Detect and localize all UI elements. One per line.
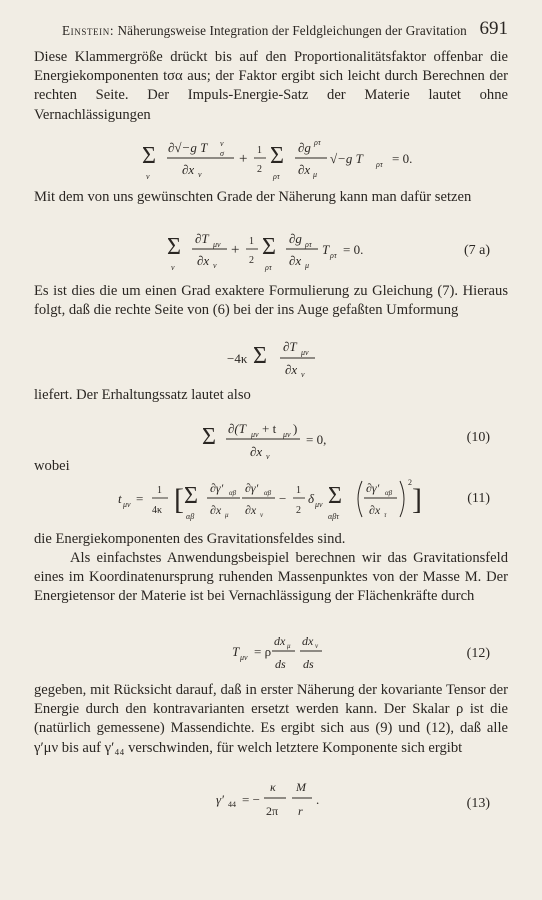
svg-text:∂x: ∂x bbox=[245, 503, 257, 517]
svg-text:−4κ: −4κ bbox=[227, 351, 248, 366]
svg-text:ν: ν bbox=[171, 263, 175, 272]
svg-text:M: M bbox=[296, 780, 306, 794]
svg-text:μν: μν bbox=[240, 653, 248, 662]
svg-text:∂x: ∂x bbox=[369, 503, 381, 517]
svg-text:4κ: 4κ bbox=[152, 505, 163, 516]
running-header bbox=[34, 18, 508, 42]
svg-text:ν: ν bbox=[260, 511, 264, 519]
svg-text:ρτ: ρτ bbox=[314, 138, 321, 147]
svg-text:= 0.: = 0. bbox=[343, 242, 364, 257]
svg-text:μ: μ bbox=[305, 261, 310, 270]
svg-text:∂T: ∂T bbox=[283, 339, 297, 354]
svg-text:+: + bbox=[239, 151, 248, 167]
equation-number-10: (10) bbox=[466, 430, 490, 445]
svg-text:μ: μ bbox=[313, 170, 318, 179]
svg-text:∂x: ∂x bbox=[298, 162, 311, 177]
svg-text:γ′: γ′ bbox=[216, 792, 224, 807]
paragraph-2: Mit dem von uns gewünschten Grade der Näherung kann man dafür setzen bbox=[34, 189, 472, 205]
svg-text:dx: dx bbox=[302, 634, 314, 648]
svg-text:Σ: Σ bbox=[262, 234, 276, 260]
svg-text:t: t bbox=[118, 491, 122, 506]
equation-number-12: (12) bbox=[466, 646, 490, 661]
svg-text:]: ] bbox=[412, 483, 422, 516]
equation-number-11: (11) bbox=[467, 491, 490, 506]
header-title: Näherungsweise Integration der Feldgleichungen der Gravitation bbox=[117, 23, 467, 38]
svg-text:Σ: Σ bbox=[328, 483, 342, 509]
equation-number-7a: (7 a) bbox=[463, 243, 490, 258]
equation-matter-law bbox=[140, 136, 440, 182]
equation-11 bbox=[116, 473, 436, 529]
svg-text:ρτ: ρτ bbox=[330, 251, 337, 260]
svg-text:∂√−g T: ∂√−g T bbox=[168, 140, 208, 155]
svg-text:dx: dx bbox=[274, 634, 286, 648]
svg-text:ν: ν bbox=[146, 172, 150, 181]
svg-text:ds: ds bbox=[303, 657, 314, 671]
svg-text:= ρ: = ρ bbox=[254, 644, 272, 659]
svg-text:αβ: αβ bbox=[385, 489, 393, 497]
svg-text:∂x: ∂x bbox=[197, 253, 210, 268]
svg-text:Σ: Σ bbox=[202, 424, 216, 450]
svg-text:−: − bbox=[279, 491, 287, 506]
paragraph-4: liefert. Der Erhaltungssatz lautet also bbox=[34, 387, 251, 403]
svg-text:∂γ′: ∂γ′ bbox=[245, 481, 259, 495]
svg-text:ds: ds bbox=[275, 657, 286, 671]
svg-text:Σ: Σ bbox=[142, 143, 156, 169]
svg-text:αβ: αβ bbox=[264, 489, 272, 497]
svg-text:σ: σ bbox=[220, 149, 224, 158]
svg-text:μν: μν bbox=[123, 500, 131, 509]
paragraph-3: Es ist dies die um einen Grad exaktere Formulierung zu Gleichung (7). Hieraus folgt, daß die rechte Seite von (6) bei der ins Auge gefaßten Umformung bbox=[34, 283, 508, 319]
svg-text:= −: = − bbox=[242, 792, 260, 807]
equation-12 bbox=[230, 632, 350, 676]
svg-text:1: 1 bbox=[249, 236, 254, 247]
svg-text:2π: 2π bbox=[266, 804, 279, 818]
svg-text:T: T bbox=[322, 242, 330, 257]
svg-text:κ: κ bbox=[270, 780, 276, 794]
svg-text:1: 1 bbox=[157, 485, 162, 496]
svg-text:=: = bbox=[136, 491, 144, 506]
svg-text:.: . bbox=[316, 792, 320, 807]
svg-text:μν: μν bbox=[301, 348, 309, 357]
svg-text:∂T: ∂T bbox=[195, 231, 209, 246]
svg-text:μν: μν bbox=[315, 500, 323, 509]
svg-text:∂(T: ∂(T bbox=[228, 421, 246, 436]
svg-text:∂γ′: ∂γ′ bbox=[210, 481, 224, 495]
svg-text:+ t: + t bbox=[262, 421, 277, 436]
svg-text:+: + bbox=[231, 242, 240, 258]
svg-text:ρτ: ρτ bbox=[305, 240, 312, 249]
svg-text:ν: ν bbox=[266, 452, 270, 461]
svg-text:∂x: ∂x bbox=[285, 362, 298, 377]
svg-text:= 0,: = 0, bbox=[306, 432, 327, 447]
svg-text:2: 2 bbox=[249, 255, 254, 266]
svg-text:Σ: Σ bbox=[270, 143, 284, 169]
label-wobei: wobei bbox=[34, 458, 70, 474]
paragraph-6: die Energiekomponenten des Gravitationsfeldes sind. bbox=[34, 531, 346, 547]
svg-text:Σ: Σ bbox=[253, 343, 267, 369]
paragraph-7: Als einfachstes Anwendungsbeispiel berechnen wir das Gravitationsfeld eines im Koordinatenursprung ruhenden Massenpunktes von der Masse M. Der Energietensor der Materie ist bei Vernachlässigung der Flächenkräfte durch bbox=[34, 550, 508, 605]
svg-text:1: 1 bbox=[257, 145, 262, 156]
svg-text:): ) bbox=[293, 421, 298, 436]
header-author: Einstein: bbox=[62, 23, 115, 38]
page-number: 691 bbox=[479, 18, 508, 39]
svg-text:ν: ν bbox=[198, 170, 202, 179]
svg-text:μν: μν bbox=[213, 240, 221, 249]
svg-text:T: T bbox=[232, 644, 240, 659]
svg-text:Σ: Σ bbox=[184, 483, 198, 509]
svg-text:ν: ν bbox=[213, 261, 217, 270]
svg-text:μ: μ bbox=[287, 642, 291, 650]
svg-text:τ: τ bbox=[384, 511, 387, 519]
equation-13 bbox=[214, 776, 334, 820]
svg-text:μν: μν bbox=[251, 430, 259, 439]
svg-text:r: r bbox=[298, 804, 303, 818]
svg-text:∂x: ∂x bbox=[210, 503, 222, 517]
equation-number-13: (13) bbox=[466, 796, 490, 811]
paragraph-1: Diese Klammergröße drückt bis auf den Proportionalitätsfaktor offenbar die Energiekomponenten tσα aus; der Faktor ergibt sich leicht durch Berechnen der rechten Seite. Der Impuls-Energie-Satz der Materie lautet ohne Vernachlässigungen bbox=[34, 49, 508, 123]
equation-7a bbox=[165, 226, 395, 274]
svg-text:ν: ν bbox=[315, 642, 319, 650]
svg-text:√−g T: √−g T bbox=[330, 151, 363, 166]
svg-text:ν: ν bbox=[301, 370, 305, 379]
svg-text:= 0.: = 0. bbox=[392, 151, 413, 166]
svg-text:ρτ: ρτ bbox=[376, 160, 383, 169]
equation-divergence-term bbox=[225, 336, 335, 382]
svg-text:2: 2 bbox=[296, 505, 301, 516]
svg-text:αβ: αβ bbox=[186, 512, 195, 521]
svg-text:∂g: ∂g bbox=[298, 140, 311, 155]
svg-text:αβ: αβ bbox=[229, 489, 237, 497]
svg-text:1: 1 bbox=[296, 485, 301, 496]
svg-text:44: 44 bbox=[228, 800, 236, 809]
svg-text:2: 2 bbox=[257, 164, 262, 175]
svg-text:ρτ: ρτ bbox=[265, 263, 272, 272]
svg-text:μ: μ bbox=[225, 511, 229, 519]
svg-text:∂g: ∂g bbox=[289, 231, 302, 246]
paragraph-8: gegeben, mit Rücksicht darauf, daß in erster Näherung der kovariante Tensor der Energie durch den kontravarianten ersetzt werden kann. Der Skalar ρ ist die (natürlich gemessene) Massendichte. Es ergibt sich aus (9) und (12), daß alle γ′μν bis auf γ′₄₄ verschwinden, für welch letztere Komponente sich ergibt bbox=[34, 682, 508, 756]
svg-text:ρτ: ρτ bbox=[273, 172, 280, 181]
svg-text:δ: δ bbox=[308, 491, 315, 506]
svg-text:ν: ν bbox=[220, 139, 224, 148]
equation-10 bbox=[200, 416, 360, 462]
header-text bbox=[62, 23, 467, 39]
svg-text:∂x: ∂x bbox=[182, 162, 195, 177]
svg-text:αβτ: αβτ bbox=[328, 512, 340, 521]
svg-text:Σ: Σ bbox=[167, 234, 181, 260]
svg-text:∂γ′: ∂γ′ bbox=[366, 481, 380, 495]
svg-text:2: 2 bbox=[408, 478, 412, 487]
svg-text:∂x: ∂x bbox=[250, 444, 263, 459]
svg-text:[: [ bbox=[174, 483, 184, 516]
svg-text:μν: μν bbox=[283, 430, 291, 439]
svg-text:∂x: ∂x bbox=[289, 253, 302, 268]
